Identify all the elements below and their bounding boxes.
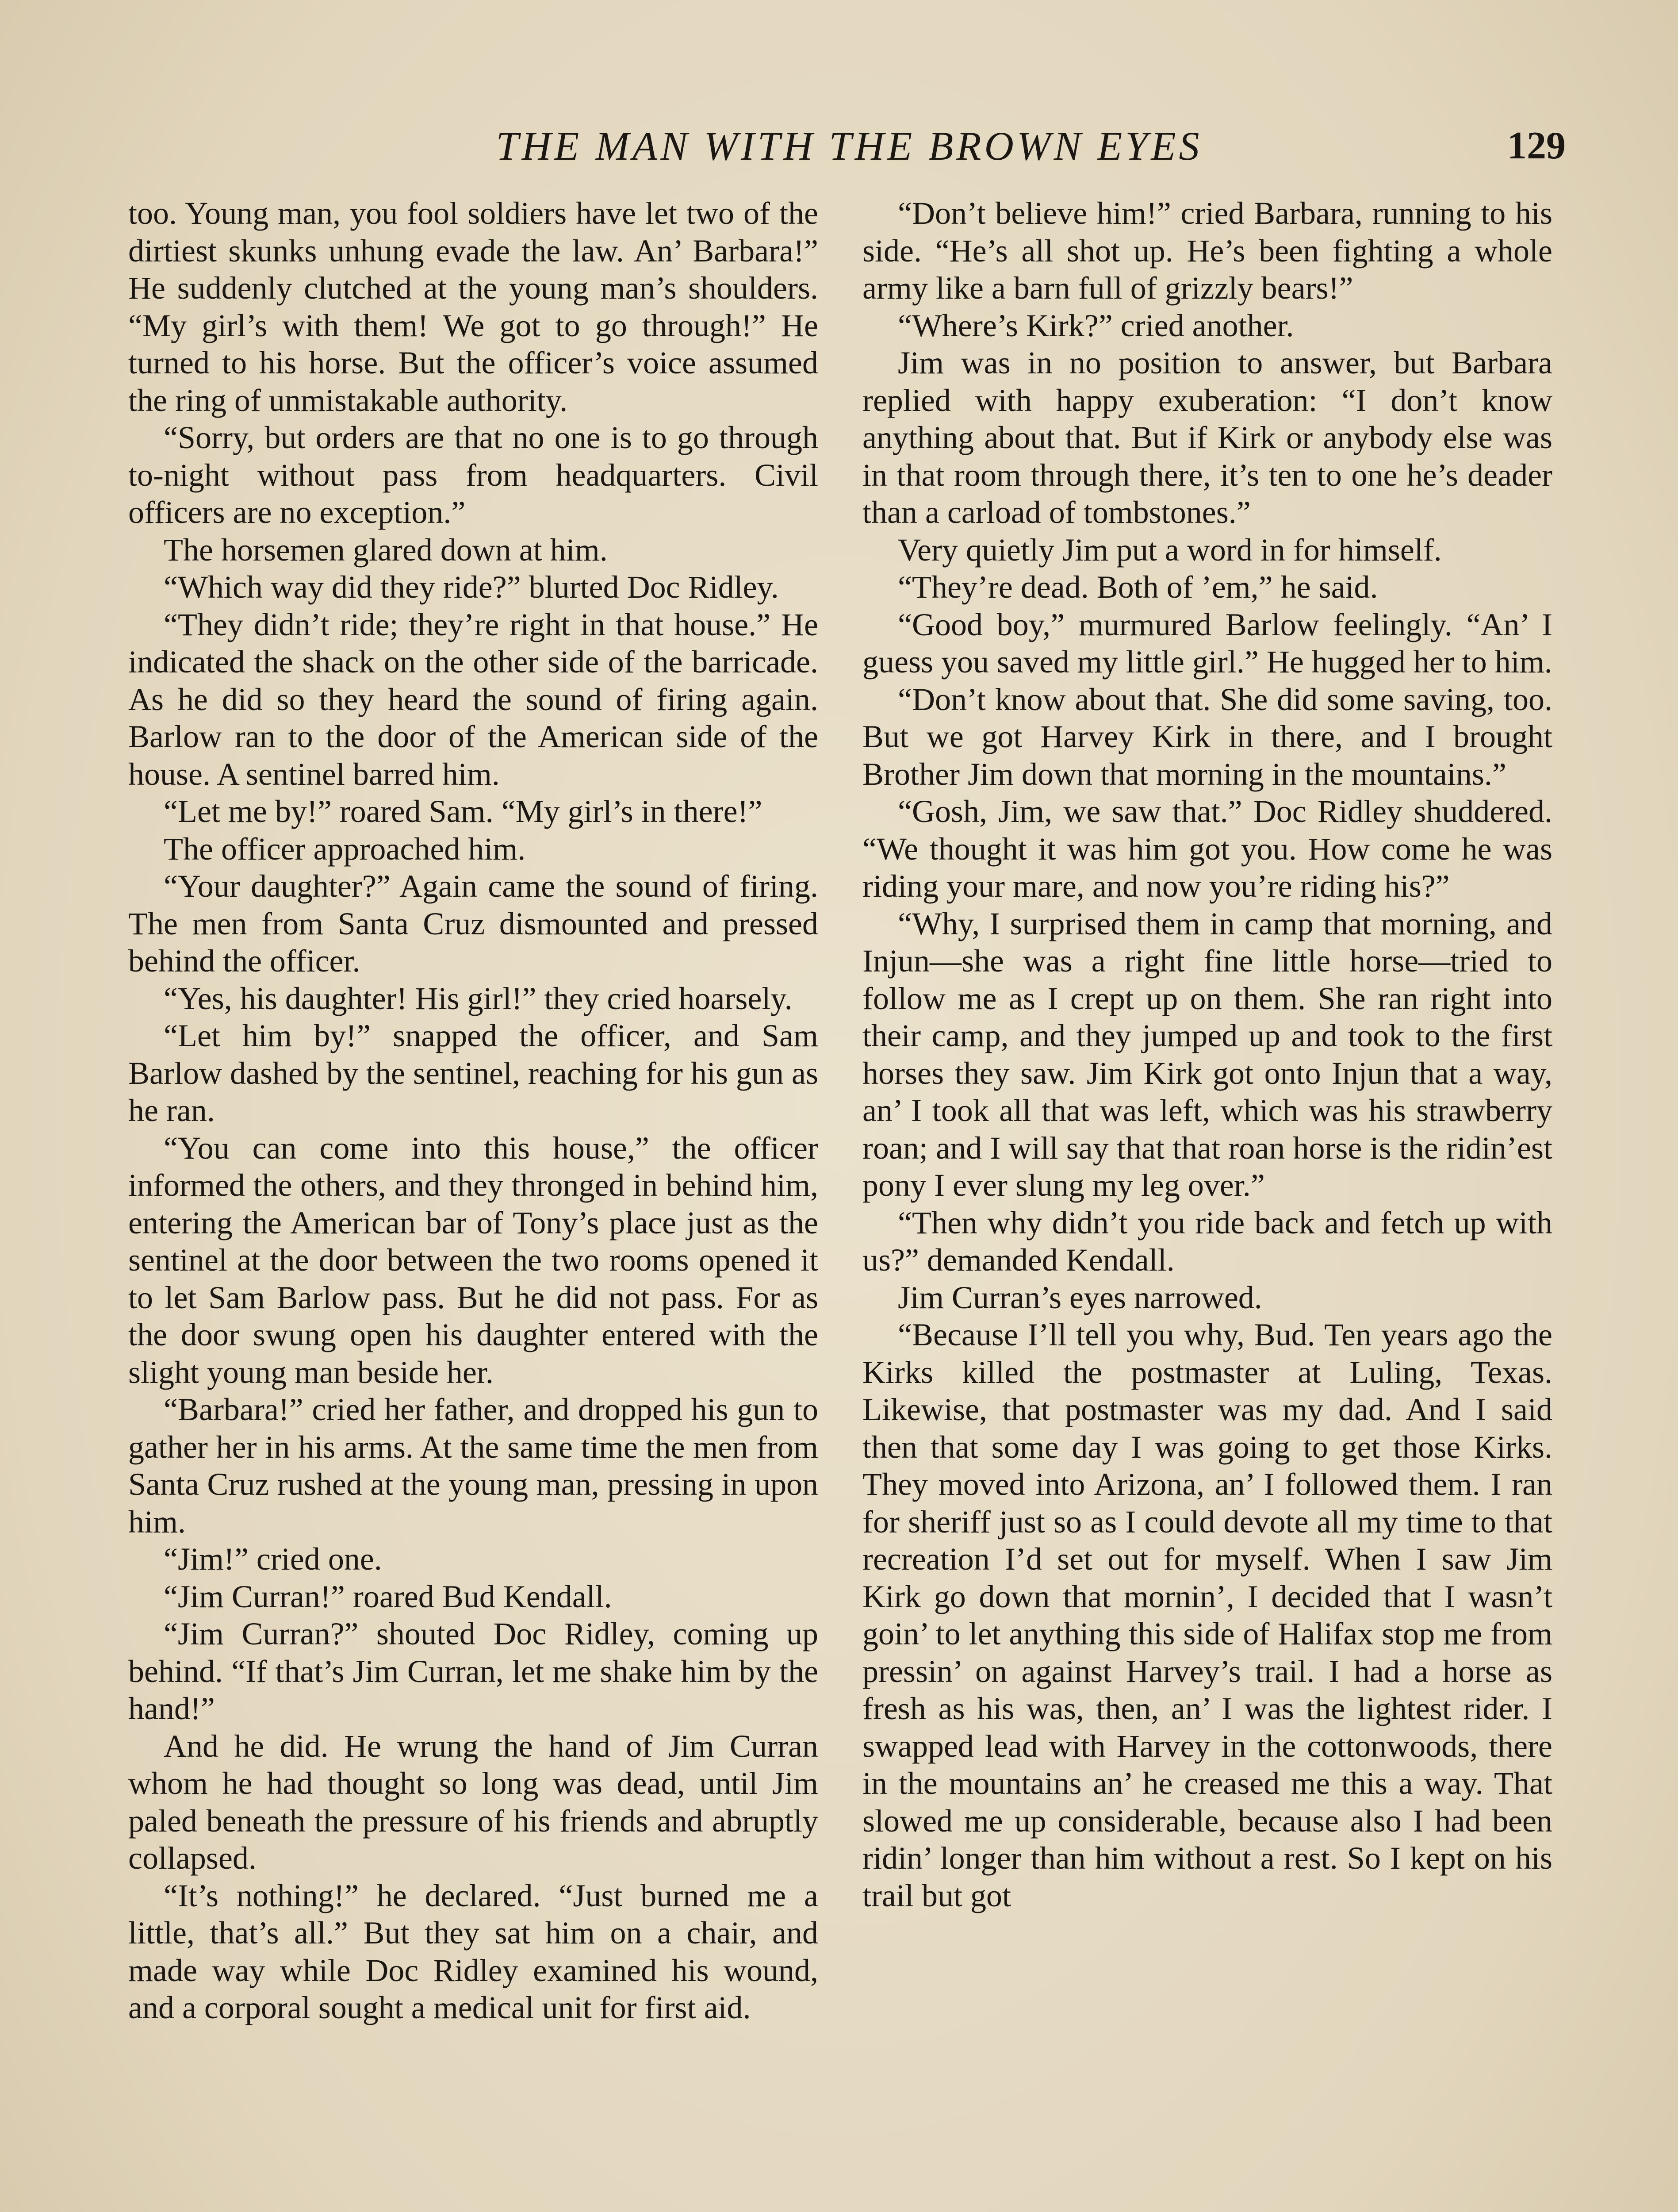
paragraph: “Don’t know about that. She did some saving, too. But we got Harvey Kirk in there, and I brought Brother Jim down that morning in the mountains.” — [862, 681, 1552, 792]
right-column — [862, 195, 1552, 2212]
paragraph: “Where’s Kirk?” cried another. — [898, 307, 1294, 343]
paragraph: “Let him by!” snapped the officer, and Sam Barlow dashed by the sentinel, reaching for his gun as he ran. — [128, 1018, 818, 1128]
paragraph: “Good boy,” murmured Barlow feelingly. “An’ I guess you saved my little girl.” He hugged her to him. — [862, 607, 1552, 680]
paragraph: “You can come into this house,” the officer informed the others, and they thronged in behind him, entering the American bar of Tony’s place just as the sentinel at the door between the two rooms opened it to let Sam Barlow pass. But he did not pass. For as the door swung open his daughter entered with the slight young man beside her. — [128, 1130, 818, 1390]
page-header — [133, 119, 1566, 173]
paragraph: “Which way did they ride?” blurted Doc Ridley. — [164, 569, 779, 605]
paragraph: “Sorry, but orders are that no one is to go through to-night without pass from headquarters. Civil officers are no exception.” — [128, 420, 818, 530]
paragraph: “It’s nothing!” he declared. “Just burned me a little, that’s all.” But they sat him on a chair, and made way while Doc Ridley examined his wound, and a corporal sought a medical unit for first aid. — [128, 1878, 818, 2025]
paragraph: “Jim Curran?” shouted Doc Ridley, coming up behind. “If that’s Jim Curran, let me shake him by the hand!” — [128, 1616, 818, 1726]
paragraph: “Jim!” cried one. — [164, 1541, 382, 1577]
paragraph: “They didn’t ride; they’re right in that house.” He indicated the shack on the other side of the barricade. As he did so they heard the sound of firing again. Barlow ran to the door of the American side of the house. A sentinel barred him. — [128, 607, 818, 792]
paragraph: “Barbara!” cried her father, and dropped his gun to gather her in his arms. At the same time the men from Santa Cruz rushed at the young man, pressing in upon him. — [128, 1392, 818, 1540]
paragraph: “Don’t believe him!” cried Barbara, running to his side. “He’s all shot up. He’s been fighting a whole army like a barn full of grizzly bears!” — [862, 196, 1552, 306]
paragraph: “They’re dead. Both of ’em,” he said. — [898, 569, 1378, 605]
paragraph: too. Young man, you fool soldiers have let two of the dirtiest skunks unhung evade the law. An’ Barbara!” He suddenly clutched at the young man’s shoulders. “My girl’s with them! We got to go through!” He turned to his horse. But the officer’s voice assumed the ring of unmistakable authority. — [128, 196, 818, 418]
page-number: 129 — [1507, 124, 1566, 167]
paragraph: Very quietly Jim put a word in for himself. — [898, 532, 1442, 568]
paragraph: Jim was in no position to answer, but Barbara replied with happy exuberation: “I don’t know anything about that. But if Kirk or anybody else was in that room through there, it’s ten to one he’s deader than a carload of tombstones.” — [862, 345, 1552, 530]
paragraph: And he did. He wrung the hand of Jim Curran whom he had thought so long was dead, until Jim paled beneath the pressure of his friends and abruptly collapsed. — [128, 1728, 818, 1876]
paragraph: The officer approached him. — [164, 831, 526, 867]
paragraph: “Why, I surprised them in camp that morning, and Injun—she was a right fine little horse—tried to follow me as I crept up on them. She ran right into their camp, and they jumped up and took to the first horses they saw. Jim Kirk got onto Injun that a way, an’ I took all that was left, which was his strawberry roan; and I will say that that roan horse is the ridin’est pony I ever slung my leg over.” — [862, 906, 1552, 1203]
paragraph: “Let me by!” roared Sam. “My girl’s in there!” — [164, 794, 762, 829]
paragraph: “Yes, his daughter! His girl!” they cried hoarsely. — [164, 980, 793, 1016]
paragraph: “Because I’ll tell you why, Bud. Ten years ago the Kirks killed the postmaster at Luling, Texas. Likewise, that postmaster was my dad. And I said then that some day I was going to get those Kirks. They moved into Arizona, an’ I followed them. I ran for sheriff just so as I could devote all my time to that recreation I’d set out for myself. When I saw Jim Kirk go down that mornin’, I decided that I wasn’t goin’ to let anything this side of Halifax stop me from pressin’ on against Harvey’s trail. I had a horse as fresh as his was, then, an’ I was the lightest rider. I swapped lead with Harvey in the cottonwoods, there in the mountains an’ he creased me this a way. That slowed me up considerable, because also I had been ridin’ longer than him without a rest. So I kept on his trail but got — [862, 1317, 1552, 1913]
paragraph: “Then why didn’t you ride back and fetch up with us?” demanded Kendall. — [862, 1205, 1552, 1278]
paragraph: “Jim Curran!” roared Bud Kendall. — [164, 1578, 612, 1614]
paragraph: “Gosh, Jim, we saw that.” Doc Ridley shuddered. “We thought it was him got you. How come he was riding your mare, and now you’re riding his?” — [862, 794, 1552, 904]
left-column — [128, 195, 818, 2212]
paragraph: Jim Curran’s eyes narrowed. — [898, 1279, 1262, 1315]
paragraph: The horsemen glared down at him. — [164, 532, 608, 568]
paragraph: “Your daughter?” Again came the sound of firing. The men from Santa Cruz dismounted and pressed behind the officer. — [128, 868, 818, 979]
running-title: THE MAN WITH THE BROWN EYES — [496, 123, 1203, 169]
